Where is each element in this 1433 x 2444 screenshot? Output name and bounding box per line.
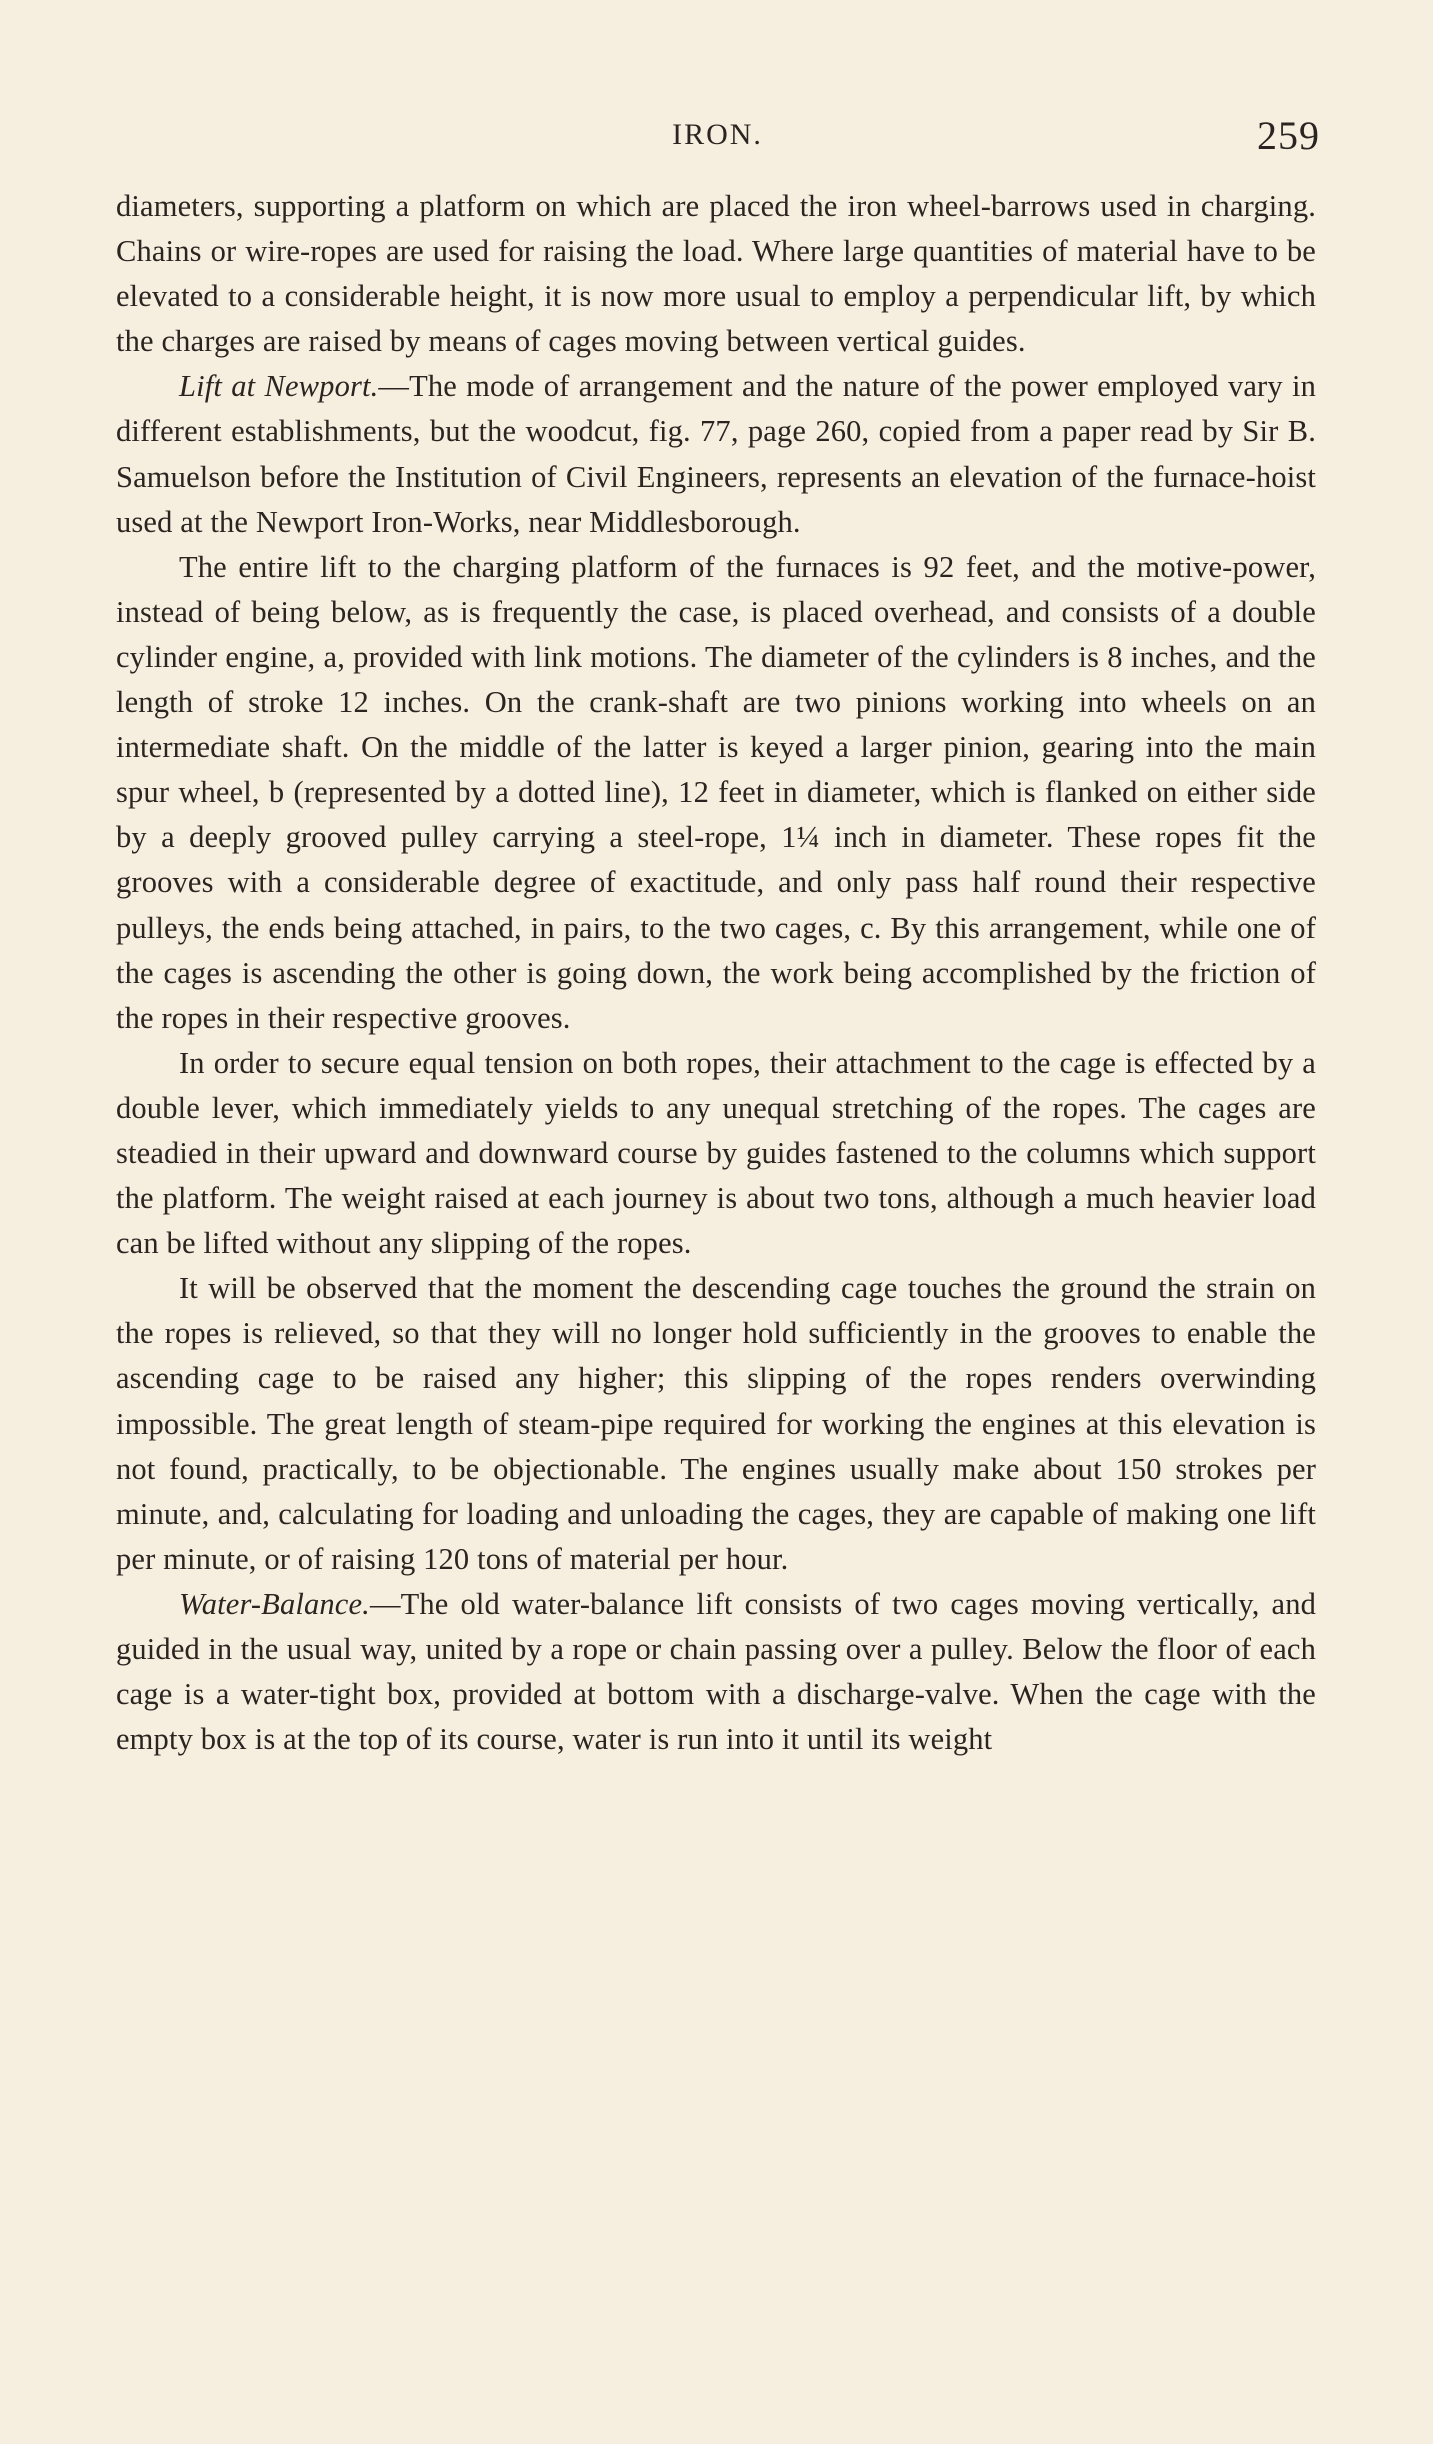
em-dash (370, 1587, 401, 1621)
paragraph-6-text: The old water-balance lift consists of two cages moving vertically, and guided in the usual way, united by a rope or chain passing over a pulley. Below the floor of each cage is a water-tight box, provided at bottom with a discharge-valve. When the cage with the empty box is at the top of its course, water is run into it until its weight (116, 1586, 1316, 1757)
paragraph-2 (116, 364, 1316, 544)
paragraph-5-text: It will be observed that the moment the descending cage touches the ground the strain on the ropes is relieved, so that they will no longer hold sufficiently in the grooves to enable the ascending cage to be raised any higher; this slipping of the ropes renders overwinding impossible. The great length of steam-pipe required for working the engines at this elevation is not found, practically, to be objectionable. The engines usually make about 150 strokes per minute, and, calculating for loading and unloading the cages, they are capable of making one lift per minute, or of raising 120 tons of material per hour. (116, 1271, 1316, 1576)
paragraph-3-text: The entire lift to the charging platform of the furnaces is 92 feet, and the motive-power, instead of being below, as is frequently the case, is placed overhead, and consists of a double cylinder engine, a, provided with link motions. The diameter of the cylinders is 8 inches, and the length of stroke 12 inches. On the crank-shaft are two pinions working into wheels on an intermediate shaft. On the middle of the latter is keyed a larger pinion, gearing into the main spur wheel, b (represented by a dotted line), 12 feet in diameter, which is flanked on either side by a deeply grooved pulley carrying a steel-rope, 1¼ inch in diameter. These ropes fit the grooves with a considerable degree of exactitude, and only pass half round their respective pulleys, the ends being attached, in pairs, to the two cages, c. By this arrangement, while one of the cages is ascending the other is going down, the work being accomplished by the friction of the ropes in their respective grooves. (116, 549, 1316, 1035)
section-heading-water-balance: Water-Balance. (179, 1586, 370, 1621)
em-dash (378, 369, 409, 403)
paragraph-1 (116, 184, 1316, 364)
paragraph-4 (116, 1041, 1316, 1266)
page-number: 259 (1257, 113, 1320, 158)
paragraph-1-text: diameters, supporting a platform on which are placed the iron wheel-barrows used in charging. Chains or wire-ropes are used for raising the load. Where large quantities of material have to be elevated to a considerable height, it is now more usual to employ a perpendicular lift, by which the charges are raised by means of cages moving between vertical guides. (116, 189, 1316, 359)
paragraph-2-text: The mode of arrangement and the nature of the power employed vary in different establishments, but the woodcut, fig. 77, page 260, copied from a paper read by Sir B. Samuelson before the Institution of Civil Engineers, represents an elevation of the furnace-hoist used at the Newport Iron-Works, near Middlesborough. (116, 369, 1317, 539)
paragraph-4-text: In order to secure equal tension on both ropes, their attachment to the cage is effected by a double lever, which immediately yields to any unequal stretching of the ropes. The cages are steadied in their upward and downward course by guides fastened to the columns which support the platform. The weight raised at each journey is about two tons, although a much heavier load can be lifted without any slipping of the ropes. (116, 1045, 1316, 1261)
running-title: IRON. (672, 118, 763, 151)
paragraph-6 (116, 1582, 1316, 1762)
paragraph-5 (116, 1266, 1316, 1582)
section-heading-lift-at-newport: Lift at Newport. (179, 369, 379, 404)
running-head (115, 112, 1320, 162)
body-text (116, 184, 1316, 1762)
paragraph-3 (116, 545, 1316, 1041)
